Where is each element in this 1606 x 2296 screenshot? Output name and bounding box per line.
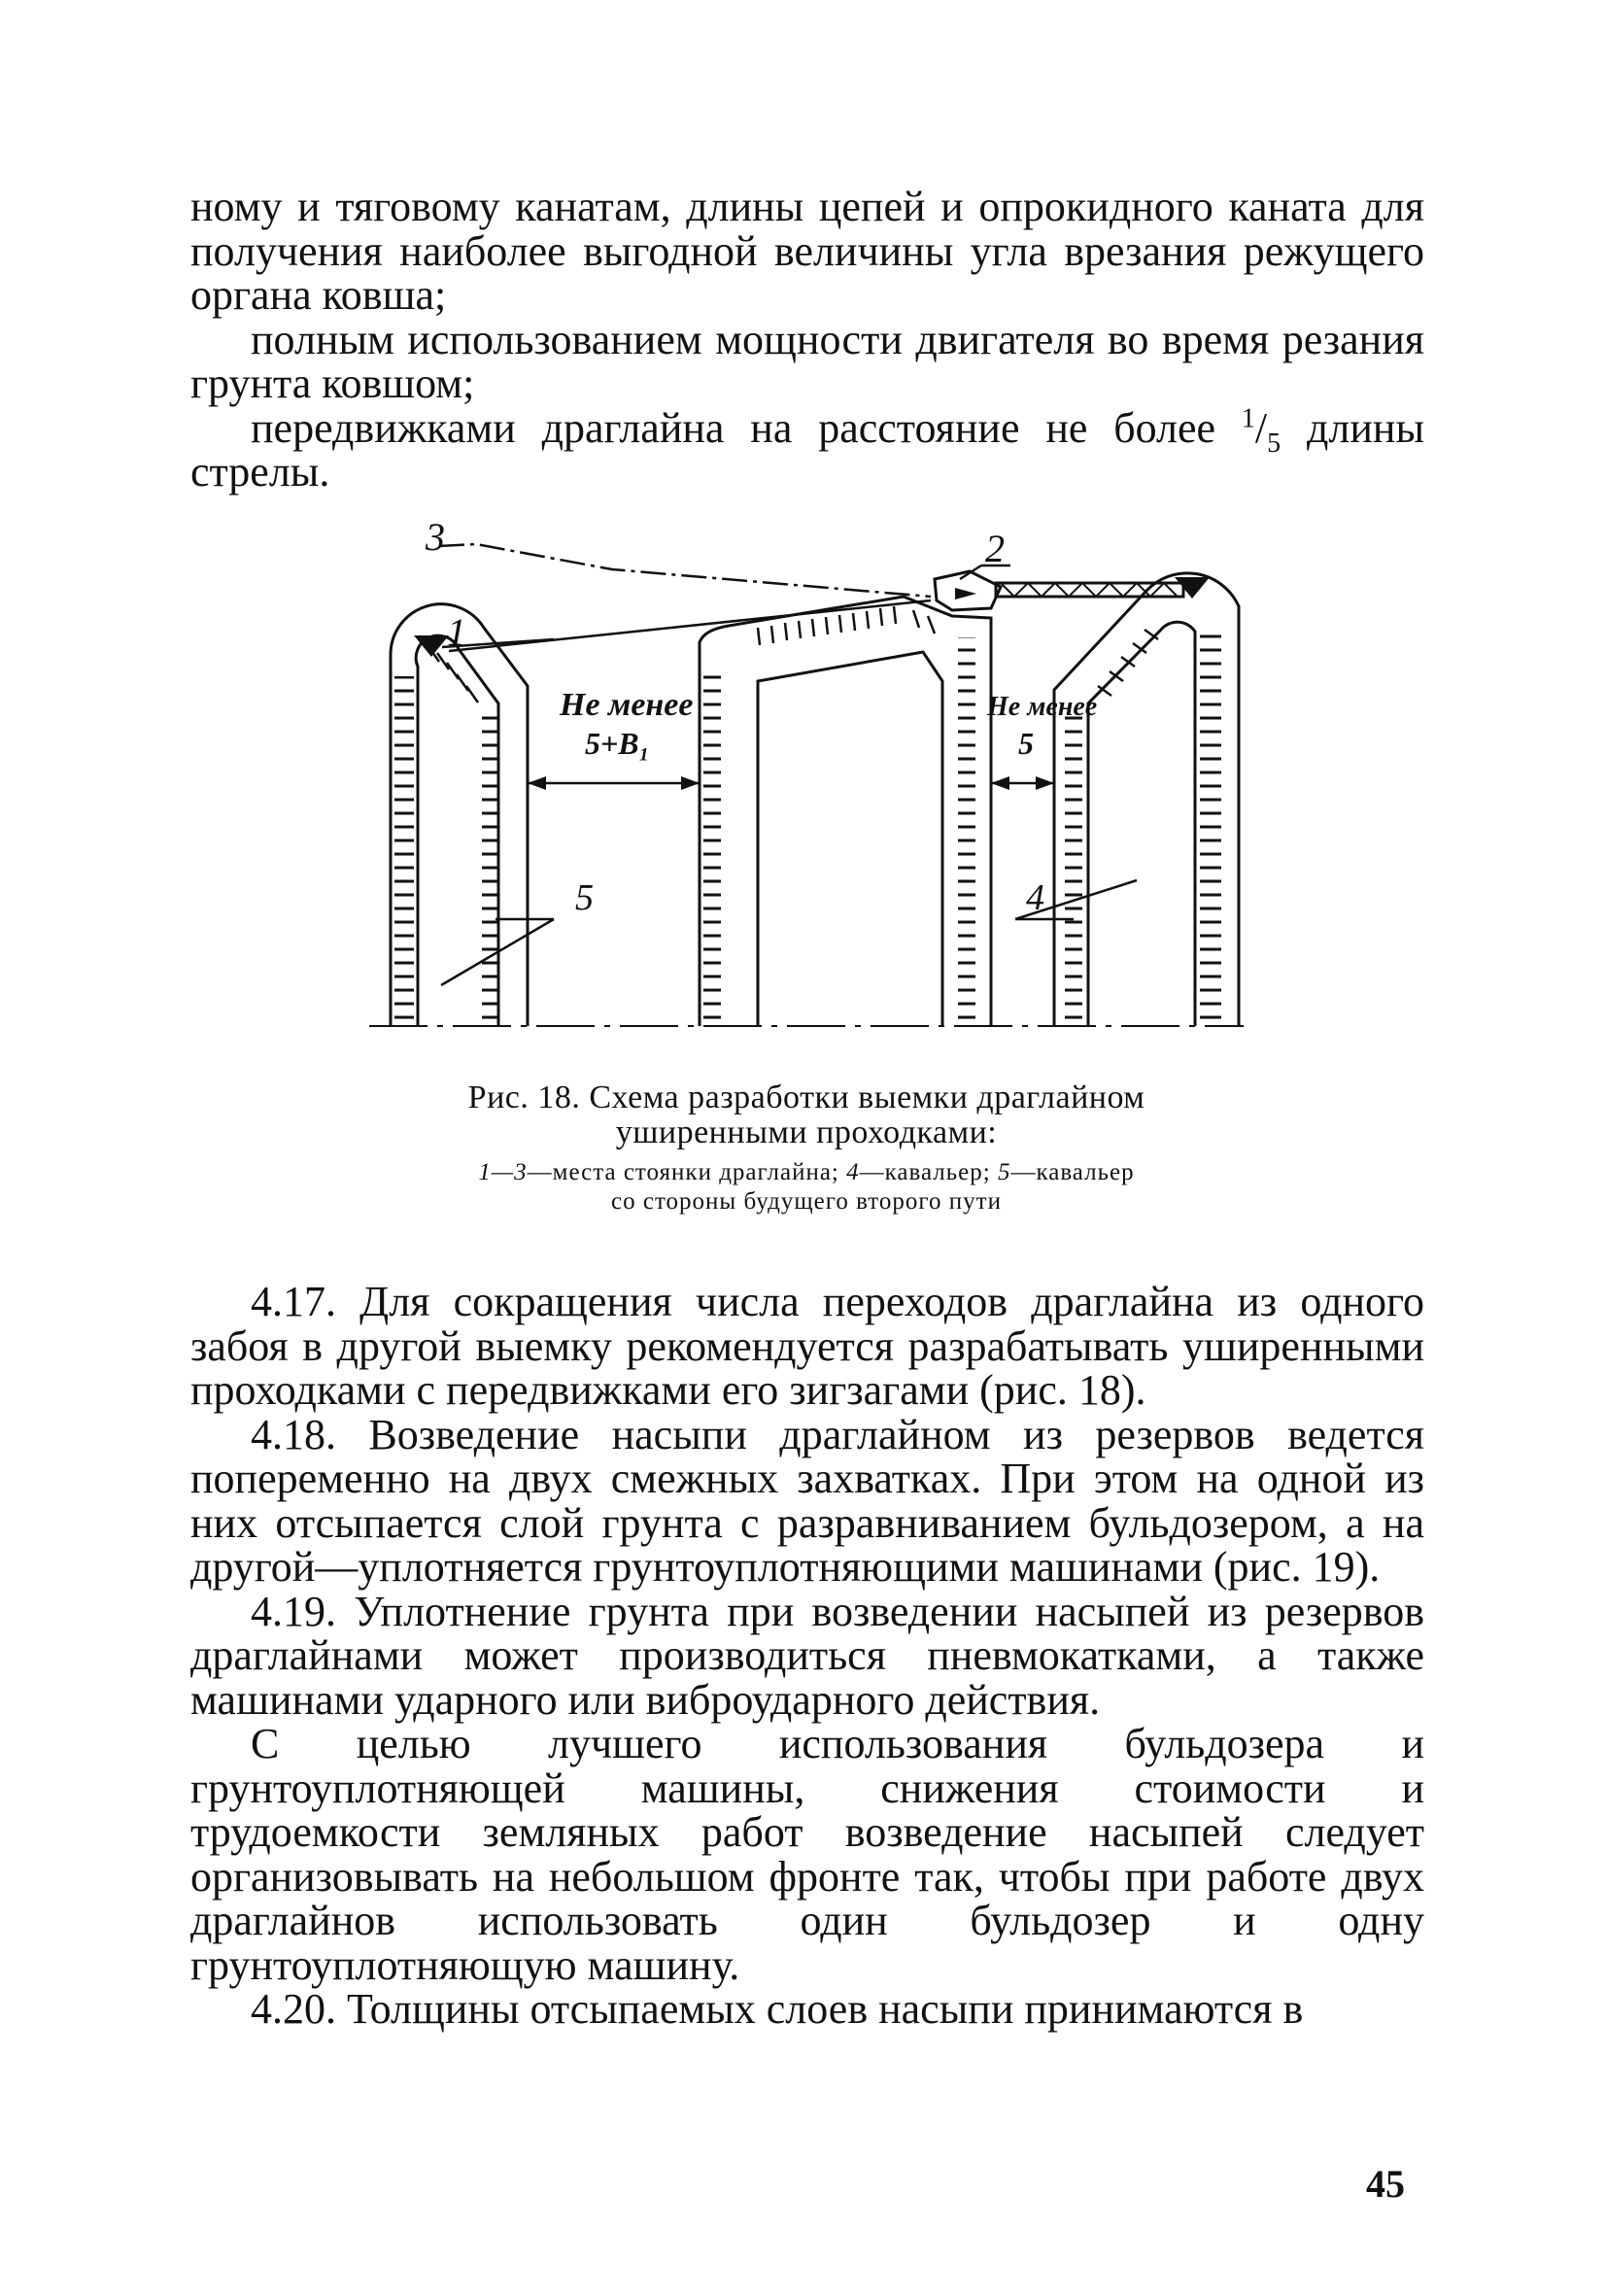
legend-5: 5 xyxy=(997,1159,1011,1185)
paragraph-top-1: ному и тяговому канатам, длины цепей и опрокидного каната для получения наиболее выгодной величины угла врезания режущего органа ковша; xyxy=(190,183,1424,319)
paragraph-top-3-start: передвижками драглайна на расстояние не более xyxy=(251,403,1242,452)
leader-line-1 xyxy=(449,600,931,651)
legend-1-3-text: —места стоянки драглайна; xyxy=(527,1159,847,1185)
paragraph-4-20: 4.20. Толщины отсыпаемых слоев насыпи принимаются в xyxy=(251,1985,1304,2033)
label-not-less-right: Не менее xyxy=(987,692,1098,722)
legend-5-text: —кавальер xyxy=(1010,1159,1135,1185)
position-marks xyxy=(414,577,1210,657)
label-not-less-left: Не менее xyxy=(560,687,694,723)
label-3: 3 xyxy=(426,521,445,559)
paragraph-top-3-end: длины стрелы. xyxy=(190,403,1425,496)
figure-caption-legend xyxy=(369,1158,1244,1217)
label-dimension-left: 5+B₁ xyxy=(585,726,650,761)
label-dimension-right: 5 xyxy=(1018,726,1034,761)
paragraph-4-19: 4.19. Уплотнение грунта при возведении насыпей из резервов драглайнами может производиться пневмокатками, а также машинами ударного или виброударного действия. xyxy=(190,1587,1424,1724)
page-number: 45 xyxy=(1366,2162,1405,2206)
caption-legend-line-2: со стороны будущего второго пути xyxy=(611,1188,1002,1215)
legend-4: 4 xyxy=(846,1159,860,1185)
label-1: 1 xyxy=(447,610,466,654)
top-text xyxy=(190,185,1424,495)
figure-caption-title xyxy=(369,1080,1244,1150)
fraction-slash: / xyxy=(1254,403,1268,452)
paragraph-top-3 xyxy=(190,402,1425,496)
central-embankment xyxy=(700,597,991,1026)
figure-dragline-scheme xyxy=(369,521,1244,1045)
label-5: 5 xyxy=(575,877,594,918)
fraction-numerator: 1 xyxy=(1241,402,1255,433)
paragraph-goal: С целью лучшего использования бульдозера и грунтоуплотняющей машины, снижения стоимости и трудоемкости земляных работ возведение насыпей следует организовывать на небольшом фронте так, чтобы при работе двух драглайнов использовать один бульдозер и одну грунтоуплотняющую машину. xyxy=(190,1720,1424,1989)
caption-legend-line-1 xyxy=(369,1158,1244,1187)
paragraph-4-18: 4.18. Возведение насыпи драглайном из резервов ведется попеременно на двух смежных захватках. При этом на одной из них отсыпается слой грунта с разравниванием бульдозером, а на другой—уплотняется грунтоуплотняющими машинами (рис. 19). xyxy=(190,1410,1424,1591)
legend-4-text: —кавальер; xyxy=(859,1159,998,1185)
paragraph-4-17: 4.17. Для сокращения числа переходов драглайна из одного забоя в другой выемку рекомендуется разрабатывать уширенными проходками с передвижками его зигзагами (рис. 18). xyxy=(190,1278,1424,1414)
fraction-denominator: 5 xyxy=(1267,428,1281,459)
paragraph-top-2: полным использованием мощности двигателя во время резания грунта ковшом; xyxy=(190,315,1424,407)
label-4: 4 xyxy=(1026,877,1044,918)
body-text xyxy=(190,1280,1424,2032)
label-2: 2 xyxy=(985,527,1005,570)
caption-title-line-1: Рис. 18. Схема разработки выемки драглайном xyxy=(467,1079,1145,1115)
legend-1-3: 1—3 xyxy=(478,1159,528,1185)
caption-title-line-2: уширенными проходками: xyxy=(615,1114,998,1150)
